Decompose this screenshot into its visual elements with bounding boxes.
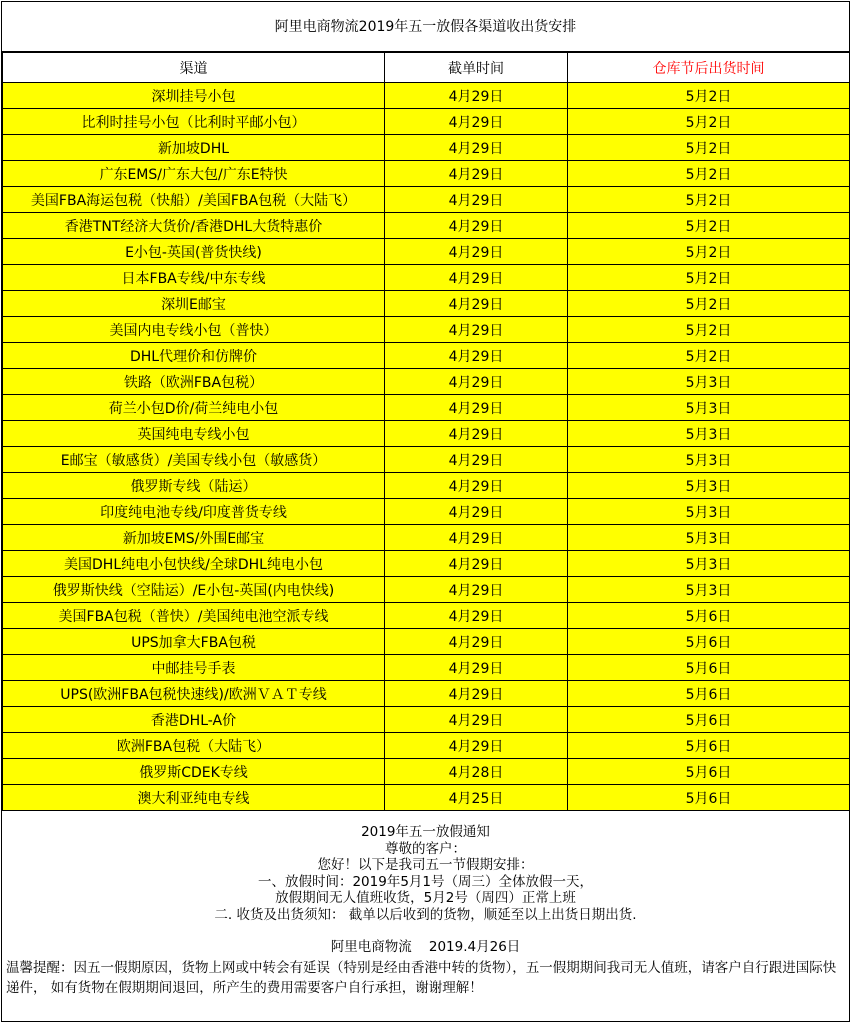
cell-ship-time: 5月2日: [568, 343, 850, 369]
table-row: [3, 369, 850, 395]
spreadsheet: [1, 1, 850, 1022]
cell-ship-time: 5月6日: [568, 655, 850, 681]
notice-intro: 您好！以下是我司五一节假期安排：: [317, 857, 534, 873]
table-row: [3, 343, 850, 369]
notice-greeting: 尊敬的客户：: [385, 840, 466, 857]
cell-cutoff-time: 4月29日: [385, 707, 568, 733]
cell-cutoff-time: 4月29日: [385, 629, 568, 655]
cell-ship-time: 5月6日: [568, 707, 850, 733]
table-row: [3, 161, 850, 187]
table-row: [3, 291, 850, 317]
table-body: [3, 83, 850, 811]
table-row: [3, 213, 850, 239]
cell-ship-time: 5月2日: [568, 291, 850, 317]
cell-cutoff-time: 4月29日: [385, 161, 568, 187]
cell-channel: 铁路（欧洲FBA包税）: [3, 369, 385, 395]
table-row: [3, 317, 850, 343]
cell-cutoff-time: 4月28日: [385, 759, 568, 785]
cell-channel: 英国纯电专线小包: [3, 421, 385, 447]
cell-ship-time: 5月2日: [568, 265, 850, 291]
cell-channel: 欧洲FBA包税（大陆飞）: [3, 733, 385, 759]
cell-ship-time: 5月2日: [568, 187, 850, 213]
notice-heading: 2019年五一放假通知: [361, 824, 490, 840]
cell-channel: 深圳E邮宝: [3, 291, 385, 317]
cell-cutoff-time: 4月29日: [385, 83, 568, 109]
cell-channel: 广东EMS/广东大包/广东E特快: [3, 161, 385, 187]
table-row: [3, 395, 850, 421]
cell-ship-time: 5月6日: [568, 785, 850, 811]
cell-cutoff-time: 4月29日: [385, 421, 568, 447]
cell-cutoff-time: 4月25日: [385, 785, 568, 811]
table-row: [3, 265, 850, 291]
cell-channel: 美国FBA海运包税（快船）/美国FBA包税（大陆飞）: [3, 187, 385, 213]
cell-cutoff-time: 4月29日: [385, 187, 568, 213]
table-row: [3, 83, 850, 109]
cell-channel: 香港DHL-A价: [3, 707, 385, 733]
table-row: [3, 733, 850, 759]
cell-ship-time: 5月3日: [568, 577, 850, 603]
notice-reminder: 温馨提醒：因五一假期原因，货物上网或中转会有延误（特别是经由香港中转的货物），五一假期期间我司无人值班，请客户自行跟进国际快递件， 如有货物在假期期间退回，所产生的费用需要客户自行承担，谢谢理解！: [6, 959, 837, 996]
cell-channel: 俄罗斯CDEK专线: [3, 759, 385, 785]
cell-ship-time: 5月3日: [568, 473, 850, 499]
table-row: [3, 655, 850, 681]
cell-channel: 荷兰小包D价/荷兰纯电小包: [3, 395, 385, 421]
cell-cutoff-time: 4月29日: [385, 317, 568, 343]
notice-item-1: 一、放假时间：2019年5月1号（周三）全体放假一天，: [257, 873, 594, 890]
blank-line: [2, 923, 849, 939]
header-cutoff-time: 截单时间: [385, 53, 568, 83]
cell-cutoff-time: 4月29日: [385, 733, 568, 759]
table-row: [3, 421, 850, 447]
cell-cutoff-time: 4月29日: [385, 239, 568, 265]
cell-cutoff-time: 4月29日: [385, 681, 568, 707]
cell-channel: 日本FBA专线/中东专线: [3, 265, 385, 291]
cell-ship-time: 5月3日: [568, 447, 850, 473]
cell-ship-time: 5月6日: [568, 733, 850, 759]
table-row: [3, 577, 850, 603]
header-row: [3, 53, 850, 83]
cell-ship-time: 5月6日: [568, 603, 850, 629]
cell-cutoff-time: 4月29日: [385, 109, 568, 135]
table-row: [3, 681, 850, 707]
cell-cutoff-time: 4月29日: [385, 135, 568, 161]
cell-ship-time: 5月2日: [568, 109, 850, 135]
table-row: [3, 239, 850, 265]
table-row: [3, 499, 850, 525]
cell-channel: E小包-英国(普货快线): [3, 239, 385, 265]
cell-ship-time: 5月6日: [568, 759, 850, 785]
cell-ship-time: 5月2日: [568, 239, 850, 265]
table-row: [3, 551, 850, 577]
cell-cutoff-time: 4月29日: [385, 291, 568, 317]
cell-ship-time: 5月2日: [568, 83, 850, 109]
notice-item-2: 二. 收货及出货须知： 截单以后收到的货物，顺延至以上出货日期出货.: [214, 906, 637, 923]
table-row: [3, 707, 850, 733]
cell-channel: 澳大利亚纯电专线: [3, 785, 385, 811]
cell-channel: 印度纯电池专线/印度普货专线: [3, 499, 385, 525]
cell-ship-time: 5月6日: [568, 629, 850, 655]
cell-ship-time: 5月2日: [568, 213, 850, 239]
cell-cutoff-time: 4月29日: [385, 343, 568, 369]
table-row: [3, 109, 850, 135]
cell-ship-time: 5月2日: [568, 317, 850, 343]
cell-cutoff-time: 4月29日: [385, 265, 568, 291]
cell-cutoff-time: 4月29日: [385, 395, 568, 421]
cell-cutoff-time: 4月29日: [385, 499, 568, 525]
cell-ship-time: 5月2日: [568, 135, 850, 161]
table-row: [3, 525, 850, 551]
header-ship-time: 仓库节后出货时间: [568, 53, 850, 83]
cell-channel: 俄罗斯快线（空陆运）/E小包-英国(内电快线): [3, 577, 385, 603]
table-row: [3, 447, 850, 473]
sheet-title: 阿里电商物流2019年五一放假各渠道收出货安排: [2, 2, 849, 52]
cell-channel: UPS(欧洲FBA包税快速线)/欧洲ＶＡＴ专线: [3, 681, 385, 707]
cell-cutoff-time: 4月29日: [385, 473, 568, 499]
cell-channel: UPS加拿大FBA包税: [3, 629, 385, 655]
cell-channel: 新加坡DHL: [3, 135, 385, 161]
cell-channel: 美国FBA包税（普快）/美国纯电池空派专线: [3, 603, 385, 629]
cell-cutoff-time: 4月29日: [385, 603, 568, 629]
cell-ship-time: 5月2日: [568, 161, 850, 187]
cell-channel: DHL代理价和仿牌价: [3, 343, 385, 369]
cell-channel: E邮宝（敏感货）/美国专线小包（敏感货）: [3, 447, 385, 473]
table-row: [3, 603, 850, 629]
cell-cutoff-time: 4月29日: [385, 369, 568, 395]
cell-channel: 香港TNT经济大货价/香港DHL大货特惠价: [3, 213, 385, 239]
cell-cutoff-time: 4月29日: [385, 525, 568, 551]
cell-channel: 美国DHL纯电小包快线/全球DHL纯电小包: [3, 551, 385, 577]
cell-cutoff-time: 4月29日: [385, 213, 568, 239]
table-row: [3, 629, 850, 655]
cell-cutoff-time: 4月29日: [385, 655, 568, 681]
cell-ship-time: 5月3日: [568, 395, 850, 421]
table-row: [3, 759, 850, 785]
cell-cutoff-time: 4月29日: [385, 577, 568, 603]
cell-cutoff-time: 4月29日: [385, 551, 568, 577]
table-row: [3, 473, 850, 499]
schedule-table: [2, 52, 850, 811]
cell-channel: 中邮挂号手表: [3, 655, 385, 681]
cell-ship-time: 5月3日: [568, 499, 850, 525]
cell-ship-time: 5月6日: [568, 681, 850, 707]
notice-signature: 阿里电商物流 2019.4月26日: [330, 939, 521, 955]
cell-channel: 美国内电专线小包（普快）: [3, 317, 385, 343]
cell-channel: 俄罗斯专线（陆运）: [3, 473, 385, 499]
cell-channel: 深圳挂号小包: [3, 83, 385, 109]
cell-cutoff-time: 4月29日: [385, 447, 568, 473]
table-row: [3, 135, 850, 161]
cell-ship-time: 5月3日: [568, 369, 850, 395]
cell-ship-time: 5月3日: [568, 421, 850, 447]
table-row: [3, 785, 850, 811]
table-row: [3, 187, 850, 213]
holiday-notice: [2, 824, 849, 1020]
header-channel: 渠道: [3, 53, 385, 83]
notice-item-1-continued: 放假期间无人值班收货，5月2号（周四）正常上班: [275, 890, 576, 906]
cell-channel: 新加坡EMS/外围E邮宝: [3, 525, 385, 551]
cell-channel: 比利时挂号小包（比利时平邮小包）: [3, 109, 385, 135]
cell-ship-time: 5月3日: [568, 551, 850, 577]
cell-ship-time: 5月3日: [568, 525, 850, 551]
